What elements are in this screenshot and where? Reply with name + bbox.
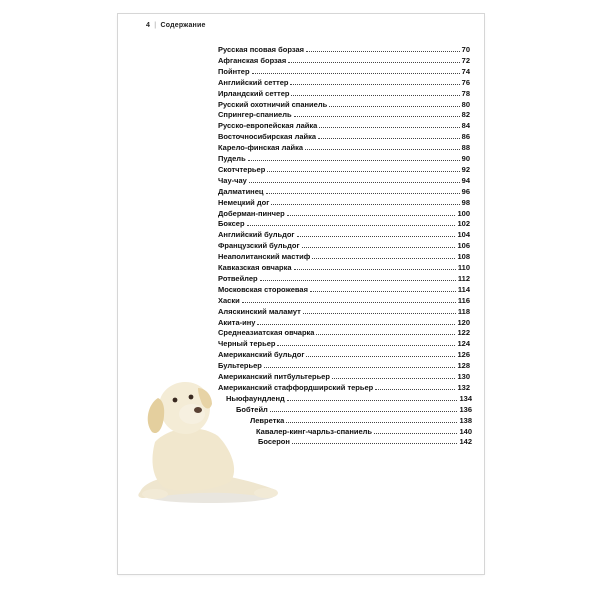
toc-entry-page: 100 [457, 208, 470, 218]
toc-entry [218, 152, 470, 163]
toc-entry-title: Левретка [250, 415, 285, 425]
toc-leader-dots [316, 334, 455, 335]
toc-leader-dots [302, 247, 456, 248]
toc-leader-dots [291, 95, 459, 96]
toc-entry [218, 76, 470, 87]
toc-entry-title: Английский бульдог [218, 230, 295, 240]
toc-leader-dots [297, 236, 456, 237]
toc-leader-dots [312, 258, 455, 259]
toc-leader-dots [242, 302, 456, 303]
toc-entry-title: Аляскинский маламут [218, 306, 301, 316]
toc-entry-page: 124 [457, 339, 470, 349]
toc-entry-title: Чау-чау [218, 175, 247, 185]
toc-entry-title: Французский бульдог [218, 241, 300, 251]
toc-entry [218, 87, 470, 98]
toc-entry-page: 76 [461, 77, 470, 87]
toc-entry [258, 435, 472, 446]
toc-entry-page: 122 [457, 328, 470, 338]
toc-entry [218, 250, 470, 261]
toc-entry [218, 54, 470, 65]
toc-entry-page: 84 [461, 121, 470, 131]
dog-ear-left [148, 398, 165, 433]
toc-entry [218, 130, 470, 141]
toc-entry-title: Ирландский сеттер [218, 88, 290, 98]
toc-entry [218, 239, 470, 250]
toc-leader-dots [375, 389, 455, 390]
toc-entry-page: 128 [457, 361, 470, 371]
dog-nose [194, 407, 202, 413]
toc-entry-page: 130 [457, 372, 470, 381]
toc-entry-title: Русско-европейская лайка [218, 121, 318, 131]
toc-entry-page: 72 [461, 55, 470, 65]
toc-entry [218, 119, 470, 130]
toc-entry-page: 90 [461, 154, 470, 163]
toc-leader-dots [310, 291, 456, 292]
toc-leader-dots [319, 127, 459, 128]
dog-paw-left [142, 489, 168, 499]
toc-entry-title: Неаполитанский мастиф [218, 252, 311, 262]
toc-entry-page: 96 [461, 186, 470, 196]
toc-leader-dots [266, 193, 460, 194]
toc-leader-dots [247, 225, 456, 226]
toc-entry-title: Черный терьер [218, 339, 276, 349]
toc-leader-dots [305, 149, 460, 150]
toc-entry-page: 78 [461, 88, 470, 98]
toc-entry-title: Хаски [218, 295, 240, 305]
toc-entry [218, 228, 470, 239]
toc-entry-title: Ньюфаундленд [226, 393, 285, 403]
toc-leader-dots [292, 443, 458, 444]
toc-entry-title: Пойнтер [218, 66, 250, 76]
dog-muzzle [179, 404, 205, 424]
toc-leader-dots [287, 215, 456, 216]
toc-entry-title: Доберман-пинчер [218, 208, 285, 218]
puppy-illustration [130, 370, 280, 510]
toc-entry-page: 94 [461, 175, 470, 185]
toc-entry [250, 414, 472, 425]
toc-entry-page: 118 [457, 306, 470, 316]
toc-entry-page: 134 [459, 393, 472, 403]
toc-entry-title: Далматинец [218, 186, 264, 196]
toc-entry [218, 207, 470, 218]
toc-entry [218, 283, 470, 294]
toc-leader-dots [329, 106, 459, 107]
toc-entry-page: 74 [461, 66, 470, 76]
toc-leader-dots [249, 182, 460, 183]
toc-entry [218, 359, 470, 370]
toc-entry-title: Спрингер-спаниель [218, 110, 292, 120]
toc-entry-page: 114 [457, 284, 470, 294]
toc-leader-dots [270, 411, 458, 412]
toc-entry-page: 108 [457, 252, 470, 262]
toc-leader-dots [248, 160, 460, 161]
toc-entry-title: Американский стаффордширский терьер [218, 382, 374, 392]
toc-entry-title: Бобтейл [236, 404, 268, 414]
toc-entry [218, 348, 470, 359]
toc-entry [218, 272, 470, 283]
toc-entry-page: 110 [457, 263, 470, 272]
toc-entry-page: 106 [457, 241, 470, 251]
header-separator: | [154, 22, 157, 29]
page-number: 4 [146, 22, 151, 29]
toc-entry [218, 217, 470, 228]
toc-entry-page: 120 [457, 317, 470, 327]
toc-leader-dots [303, 313, 456, 314]
toc-leader-dots [286, 422, 457, 423]
toc-entry-page: 142 [459, 437, 472, 447]
toc-entry [218, 108, 470, 119]
toc-entry [218, 141, 470, 152]
toc-entry [218, 196, 470, 207]
toc-entry-title: Американский бульдог [218, 350, 305, 360]
toc-entry-title: Английский сеттер [218, 77, 289, 87]
toc-entry-title: Боксер [218, 219, 245, 229]
toc-leader-dots [288, 62, 459, 63]
toc-entry [256, 425, 472, 436]
toc-leader-dots [306, 356, 455, 357]
toc-leader-dots [264, 367, 456, 368]
toc-entry-title: Карело-финская лайка [218, 143, 304, 153]
toc-entry-page: 112 [457, 273, 470, 283]
toc-entry-page: 98 [461, 197, 470, 207]
toc-entry-page: 140 [459, 426, 472, 436]
toc-leader-dots [287, 400, 458, 401]
dog-eye-left [173, 398, 178, 403]
toc-entry-page: 86 [461, 132, 470, 142]
toc-entry-title: Бультерьер [218, 361, 262, 371]
toc-entry-page: 102 [457, 219, 470, 229]
toc-entry [218, 43, 470, 54]
running-header [146, 22, 206, 29]
toc-entry-title: Ротвейлер [218, 273, 258, 283]
dog-eye-right [189, 395, 194, 400]
toc-leader-dots [290, 84, 459, 85]
toc-entry-page: 82 [461, 110, 470, 120]
toc-entry-title: Восточносибирская лайка [218, 132, 317, 142]
toc-leader-dots [271, 204, 459, 205]
toc-entry [218, 337, 470, 348]
toc-entry-title: Русский охотничий спаниель [218, 99, 328, 109]
toc-entry [218, 305, 470, 316]
dog-paw-right [254, 488, 278, 498]
toc-leader-dots [260, 280, 456, 281]
toc-entry-title: Акита-ину [218, 317, 256, 327]
toc-entry-page: 70 [461, 45, 470, 54]
toc-entry [218, 316, 470, 327]
toc-leader-dots [332, 378, 456, 379]
toc-entry [218, 163, 470, 174]
toc-leader-dots [294, 116, 460, 117]
section-title: Содержание [160, 22, 206, 29]
toc-entry-title: Афганская борзая [218, 55, 287, 65]
toc-entry-title: Босерон [258, 437, 290, 447]
toc-entry-page: 80 [461, 99, 470, 109]
toc-entry-page: 104 [457, 230, 470, 240]
toc-entry-title: Скотчтерьер [218, 164, 266, 174]
toc-entry-title: Американский питбультерьер [218, 372, 330, 381]
dog-body [152, 428, 234, 491]
toc-leader-dots [267, 171, 459, 172]
toc-entry-page: 126 [457, 350, 470, 360]
toc-entry-title: Пудель [218, 154, 246, 163]
toc-leader-dots [374, 433, 457, 434]
toc-leader-dots [277, 345, 455, 346]
toc-entry [218, 98, 470, 109]
toc-leader-dots [252, 73, 460, 74]
toc-entry-page: 92 [461, 164, 470, 174]
toc-entry-title: Кавалер-кинг-чарльз-спаниель [256, 426, 373, 436]
toc-entry-page: 88 [461, 143, 470, 153]
toc-entry-title: Среднеазиатская овчарка [218, 328, 315, 338]
toc-entry-page: 132 [457, 382, 470, 392]
toc-entry-title: Кавказская овчарка [218, 263, 292, 272]
toc-entry [218, 185, 470, 196]
toc-entry [218, 174, 470, 185]
toc-entry [218, 65, 470, 76]
toc-entry [218, 326, 470, 337]
toc-entry [218, 294, 470, 305]
toc-entry-page: 138 [459, 415, 472, 425]
toc-entry-title: Немецкий дог [218, 197, 270, 207]
toc-leader-dots [294, 269, 456, 270]
toc-leader-dots [318, 138, 460, 139]
toc-leader-dots [257, 324, 455, 325]
toc-entry-title: Московская сторожевая [218, 284, 308, 294]
toc-entry [218, 261, 470, 272]
toc-leader-dots [306, 51, 460, 52]
toc-entry-page: 136 [459, 404, 472, 414]
toc-entry-page: 116 [457, 295, 470, 305]
toc-entry-title: Русская псовая борзая [218, 45, 305, 54]
